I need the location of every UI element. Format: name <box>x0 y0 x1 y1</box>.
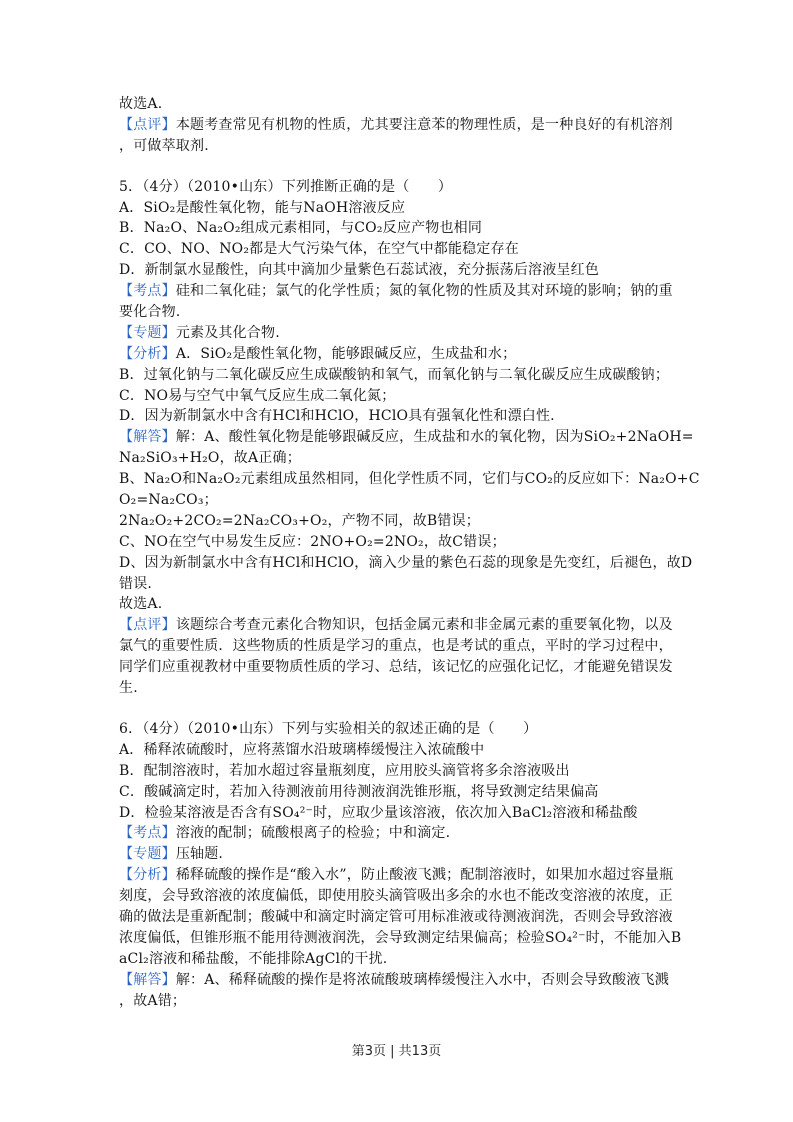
text-line <box>119 844 689 865</box>
line-text: ，故A错； <box>119 992 187 1009</box>
text-line <box>119 594 689 615</box>
line-text: 故选A. <box>119 596 163 613</box>
line-text: 解：A、酸性氧化物是能够跟碱反应，生成盐和水的氧化物，因为SiO₂+2NaOH= <box>175 429 694 446</box>
line-text: D．新制氯水显酸性，向其中滴加少量紫色石蕊试液，充分振荡后溶液呈红色 <box>119 262 600 279</box>
line-text: A．SiO₂是酸性氧化物，能够跟碱反应，生成盐和水； <box>175 345 517 362</box>
text-line <box>119 94 689 115</box>
text-line <box>119 490 689 511</box>
text-line <box>119 115 689 136</box>
text-line <box>119 260 689 281</box>
line-text: ，可做萃取剂. <box>119 137 209 154</box>
line-text: A．SiO₂是酸性氧化物，能与NaOH溶液反应 <box>119 199 406 216</box>
line-text: C．酸碱滴定时，若加入待测液前用待测液润洗锥形瓶，将导致测定结果偏高 <box>119 783 599 800</box>
text-line <box>119 678 689 699</box>
question-block <box>119 94 689 157</box>
text-line <box>119 928 689 949</box>
section-label: 【解答】 <box>119 971 176 988</box>
line-text: D．因为新制氯水中含有HCl和HClO，HClO具有强氧化性和漂白性. <box>119 408 555 425</box>
text-line <box>119 177 689 198</box>
text-line <box>119 386 689 407</box>
section-label: 【分析】 <box>119 345 176 362</box>
text-line <box>119 553 693 574</box>
line-text: C．NO易与空气中氧气反应生成二氧化氮； <box>119 387 396 404</box>
section-label: 【考点】 <box>119 825 176 842</box>
line-text: 解：A、稀释硫酸的操作是将浓硫酸玻璃棒缓慢注入水中，否则会导致酸液飞溅 <box>175 971 669 988</box>
page-footer: 第3页 | 共13页 <box>351 1044 442 1059</box>
text-line <box>119 657 689 678</box>
line-text: 该题综合考查元素化合物知识，包括金属元素和非金属元素的重要氧化物，以及 <box>175 617 673 634</box>
text-line <box>119 886 689 907</box>
line-text: B．Na₂O、Na₂O₂组成元素相同，与CO₂反应产物也相同 <box>119 220 483 237</box>
line-text: C、NO在空气中易发生反应：2NO+O₂=2NO₂，故C错误； <box>119 533 506 550</box>
line-text: B、Na₂O和Na₂O₂元素组成虽然相同，但化学性质不同，它们与CO₂的反应如下：Na₂O+C <box>119 471 700 488</box>
line-text: A．稀释浓硫酸时，应将蒸馏水沿玻璃棒缓慢注入浓硫酸中 <box>119 741 485 758</box>
text-line <box>119 574 689 595</box>
text-line <box>119 532 689 553</box>
line-text: 生. <box>119 680 138 697</box>
line-text: B．过氧化钠与二氧化碳反应生成碳酸钠和氧气，而氧化钠与二氧化碳反应生成碳酸钠； <box>119 366 670 383</box>
text-line <box>119 448 689 469</box>
line-text: 溶液的配制；硫酸根离子的检验；中和滴定. <box>175 825 451 842</box>
text-line <box>119 136 689 157</box>
text-line <box>119 406 689 427</box>
line-text: 浓度偏低，但锥形瓶不能用待测液润洗，会导致测定结果偏高；检验SO₄²⁻时，不能加入B <box>119 929 682 946</box>
text-line <box>119 218 689 239</box>
text-line <box>119 949 689 970</box>
section-label: 【分析】 <box>119 867 176 884</box>
text-line <box>119 198 689 219</box>
text-line <box>119 469 700 490</box>
line-text: 同学们应重视教材中重要物质性质的学习、总结，该记忆的应强化记忆，才能避免错误发 <box>119 659 673 676</box>
section-label: 【解答】 <box>119 429 176 446</box>
line-text: 2Na₂O₂+2CO₂=2Na₂CO₃+O₂，产物不同，故B错误； <box>119 512 481 529</box>
section-label: 【专题】 <box>119 846 176 863</box>
line-text: C．CO、NO、NO₂都是大气污染气体，在空气中都能稳定存在 <box>119 241 519 258</box>
line-text: 5．（4分）（2010•山东）下列推断正确的是（ ） <box>119 178 453 195</box>
question-block <box>119 719 689 1011</box>
text-line <box>119 907 689 928</box>
line-text: 错误. <box>119 575 153 592</box>
text-line <box>119 511 689 532</box>
text-line <box>119 636 689 657</box>
line-text: 本题考查常见有机物的性质，尤其要注意苯的物理性质，是一种良好的有机溶剂 <box>175 116 673 133</box>
line-text: Na₂SiO₃+H₂O，故A正确； <box>119 450 301 467</box>
text-line <box>119 344 689 365</box>
text-line <box>119 323 689 344</box>
line-text: 压轴题. <box>175 846 224 863</box>
line-text: aCl₂溶液和稀盐酸，不能排除AgCl的干扰. <box>119 950 388 967</box>
text-line <box>119 782 689 803</box>
text-line <box>119 761 689 782</box>
text-line <box>119 427 694 448</box>
section-label: 【专题】 <box>119 324 176 341</box>
text-line <box>119 803 689 824</box>
line-text: 6．（4分）（2010•山东）下列与实验相关的叙述正确的是（ ） <box>119 720 538 737</box>
line-text: 要化合物. <box>119 304 181 321</box>
line-text: B．配制溶液时，若加水超过容量瓶刻度，应用胶头滴管将多余溶液吸出 <box>119 762 570 779</box>
text-line <box>119 991 689 1012</box>
line-text: 稀释硫酸的操作是“酸入水”，防止酸液飞溅；配制溶液时，如果加水超过容量瓶 <box>175 867 674 884</box>
text-line <box>119 865 689 886</box>
document-body <box>119 94 700 1011</box>
line-text: 氯气的重要性质．这些物质的性质是学习的重点，也是考试的重点，平时的学习过程中， <box>119 638 673 655</box>
question-block <box>119 177 700 699</box>
block-spacer <box>119 157 689 177</box>
section-label: 【点评】 <box>119 617 176 634</box>
text-line <box>119 615 689 636</box>
line-text: D．检验某溶液是否含有SO₄²⁻时，应取少量该溶液，依次加入BaCl₂溶液和稀盐酸 <box>119 804 638 821</box>
text-line <box>119 302 689 323</box>
text-line <box>119 281 689 302</box>
line-text: 确的做法是重新配制；酸碱中和滴定时滴定管可用标准液或待测液润洗，否则会导致溶液 <box>119 908 673 925</box>
text-line <box>119 719 689 740</box>
text-line <box>119 970 689 991</box>
section-label: 【点评】 <box>119 116 176 133</box>
line-text: 故选A. <box>119 96 163 112</box>
line-text: 硅和二氧化硅；氯气的化学性质；氮的氧化物的性质及其对环境的影响；钠的重 <box>175 283 673 300</box>
line-text: O₂=Na₂CO₃； <box>119 492 218 509</box>
text-line <box>119 740 689 761</box>
text-line <box>119 823 689 844</box>
block-spacer <box>119 699 689 719</box>
section-label: 【考点】 <box>119 283 176 300</box>
line-text: 元素及其化合物. <box>175 324 280 341</box>
text-line <box>119 365 689 386</box>
line-text: 刻度，会导致溶液的浓度偏低，即使用胶头滴管吸出多余的水也不能改变溶液的浓度，正 <box>119 888 673 905</box>
line-text: D、因为新制氯水中含有HCl和HClO，滴入少量的紫色石蕊的现象是先变红，后褪色，故D <box>119 554 693 571</box>
text-line <box>119 239 689 260</box>
